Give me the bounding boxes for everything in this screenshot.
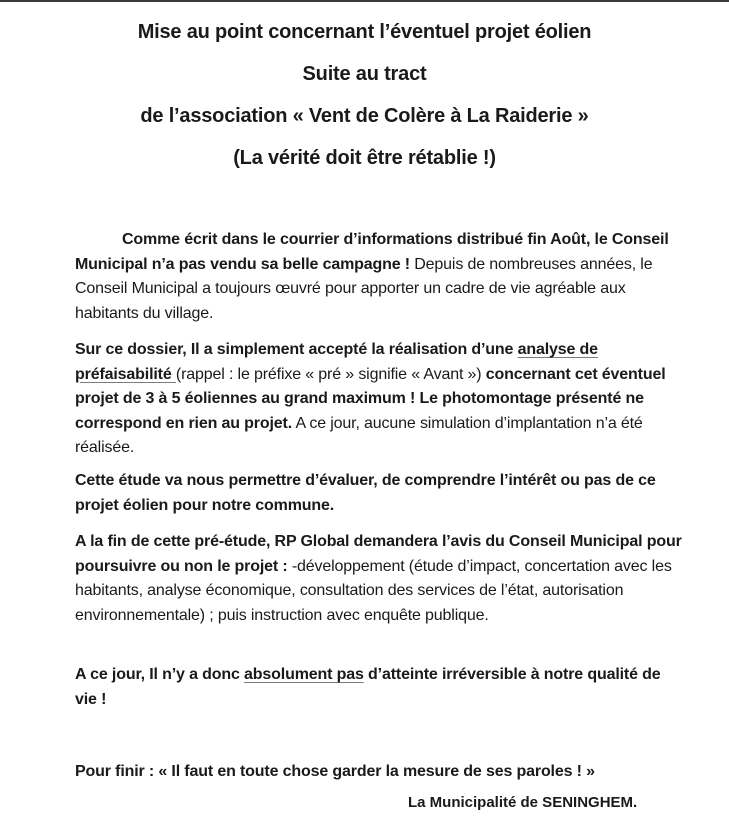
- paragraph-1: [75, 228, 685, 326]
- title-line-1: Mise au point concernant l’éventuel projet éolien: [137, 21, 592, 43]
- title-line-4: (La vérité doit être rétablie !): [233, 147, 496, 169]
- title-line-3: de l’association « Vent de Colère à La Raiderie »: [140, 105, 589, 127]
- top-border-line: [0, 0, 729, 2]
- signature: La Municipalité de SENINGHEM.: [408, 794, 638, 811]
- paragraph-4-bold: A la fin de cette pré-étude, RP Global demandera l’avis du Conseil Municipal pour poursuivre ou non le projet :: [75, 533, 682, 575]
- paragraph-2-bold-1: Sur ce dossier, Il a simplement accepté la réalisation d’une: [75, 341, 518, 358]
- paragraph-4: [75, 530, 685, 628]
- paragraph-2-text-1: (rappel : le préfixe « pré » signifie « Avant »): [175, 365, 486, 383]
- paragraph-2: [75, 338, 685, 461]
- paragraph-1-text: Depuis de nombreuses années, le Conseil Municipal a toujours œuvré pour apporter un cadre de vie agréable aux habitants du village.: [75, 255, 653, 322]
- paragraph-4-text: -développement (étude d’impact, concertation avec les habitants, analyse économique, consultation des services de l’état, autorisation environnementale) ; puis instruction avec enquête publique.: [75, 557, 672, 624]
- paragraph-6: [75, 760, 685, 785]
- paragraph-6-bold: Pour finir : « Il faut en toute chose garder la mesure de ses paroles ! »: [75, 763, 595, 780]
- paragraph-5-bold-2: d’atteinte irréversible à notre qualité de vie !: [75, 666, 661, 708]
- paragraph-5: [75, 663, 685, 712]
- paragraph-5-bold-1: A ce jour, Il n’y a donc: [75, 666, 245, 683]
- paragraph-2-bold-2: concernant cet éventuel projet de 3 à 5 éoliennes au grand maximum ! Le photomontage présenté ne correspond en rien au projet.: [75, 365, 666, 432]
- paragraph-1-bold: Comme écrit dans le courrier d’informations distribué fin Août, le Conseil Municipal n’a pas vendu sa belle campagne !: [75, 231, 669, 273]
- paragraph-3: [75, 469, 685, 518]
- paragraph-2-text-2: A ce jour, aucune simulation d’implantation n’a été réalisée.: [75, 414, 643, 456]
- paragraph-2-underlined: analyse de préfaisabilité: [75, 341, 598, 383]
- paragraph-5-underlined: absolument pas: [244, 666, 364, 683]
- title-line-2: Suite au tract: [302, 63, 427, 85]
- paragraph-3-bold: Cette étude va nous permettre d’évaluer, de comprendre l’intérêt ou pas de ce projet éolien pour notre commune.: [75, 472, 656, 514]
